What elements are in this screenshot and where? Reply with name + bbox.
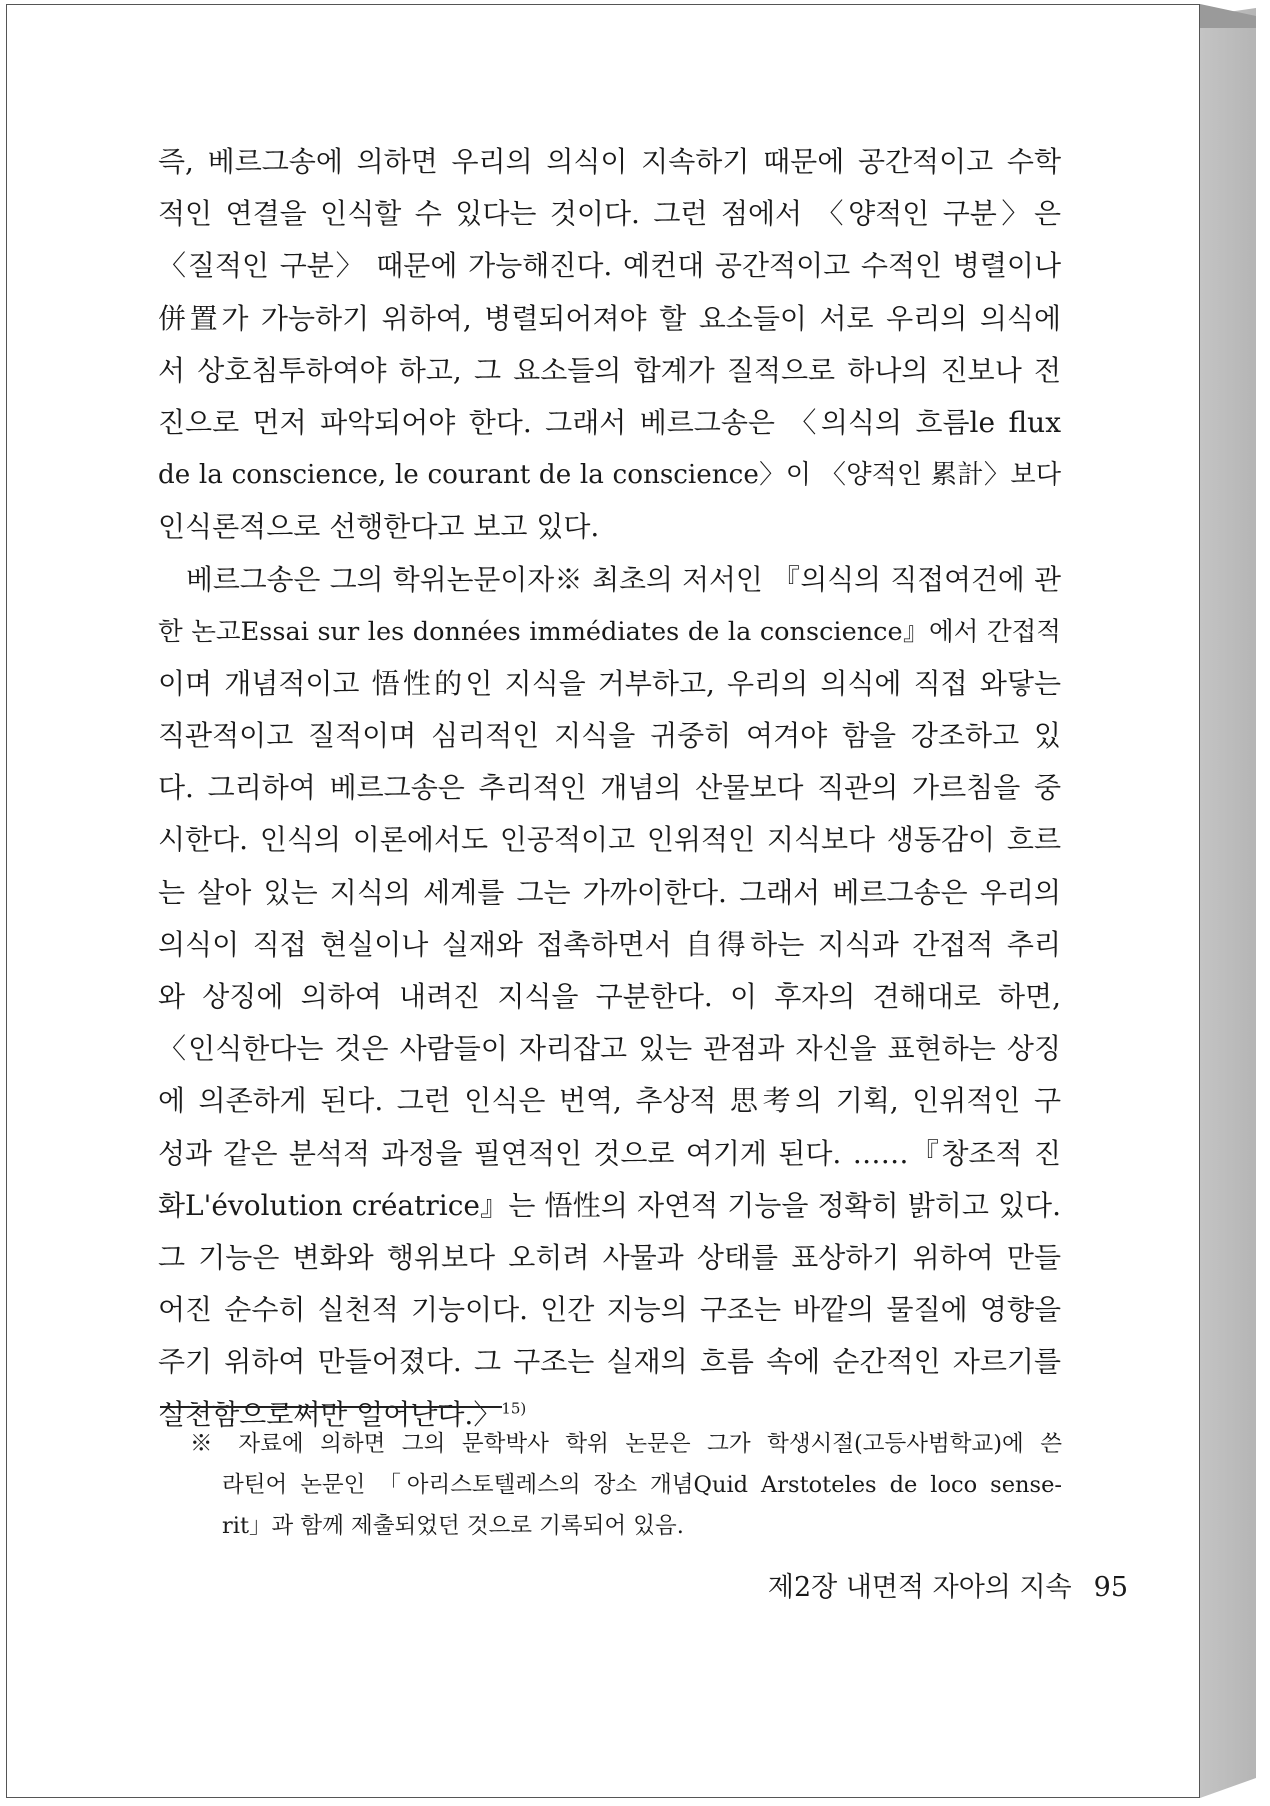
body-line: 인식론적으로 선행한다고 보고 있다. [158, 510, 600, 544]
body-line: 〈인식한다는 것은 사람들이 자리잡고 있는 관점과 자신을 표현하는 상징 [158, 1032, 1061, 1066]
running-footer [768, 1568, 1128, 1608]
body-line: 이며 개념적이고 悟性的인 지식을 거부하고, 우리의 의식에 직접 와닿는 [158, 666, 1061, 700]
body-line: 그 기능은 변화와 행위보다 오히려 사물과 상태를 표상하기 위하여 만들 [158, 1240, 1061, 1274]
body-line: 즉, 베르그송에 의하면 우리의 의식이 지속하기 때문에 공간적이고 수학 [158, 145, 1061, 178]
chapter-title: 제2장 내면적 자아의 지속 [767, 1572, 1072, 1603]
body-line: 한 논고Essai sur les données immédiates de la conscience』에서 간접적 [158, 616, 1061, 647]
footnote-divider [160, 1406, 502, 1408]
body-line: 성과 같은 분석적 과정을 필연적인 것으로 여기게 된다. ……『창조적 진 [158, 1136, 1061, 1170]
body-line: 서 상호침투하여야 하고, 그 요소들의 합계가 질적으로 하나의 진보나 전 [158, 353, 1061, 387]
body-line: 〈질적인 구분〉 때문에 가능해진다. 예컨대 공간적이고 수적인 병렬이나 [158, 249, 1061, 283]
body-line: 진으로 먼저 파악되어야 한다. 그래서 베르그송은 〈의식의 흐름le flux [158, 405, 1061, 439]
body-line: 적인 연결을 인식할 수 있다는 것이다. 그런 점에서 〈양적인 구분〉은 [158, 197, 1061, 231]
footnote-line: ※ 자료에 의하면 그의 문학박사 학위 논문은 그가 학생시절(고등사범학교)에 쓴 [190, 1431, 1062, 1457]
body-line: 화L'évolution créatrice』는 悟性의 자연적 기능을 정확히 밝히고 있다. [158, 1188, 1061, 1222]
footnote-reference: 15) [501, 1399, 527, 1418]
body-line: 의식이 직접 현실이나 실재와 접촉하면서 自得하는 지식과 간접적 추리 [158, 927, 1061, 961]
body-line: 베르그송은 그의 학위논문이자※ 최초의 저서인 『의식의 직접여건에 관 [186, 562, 1061, 596]
body-line: de la conscience, le courant de la conscience〉이 〈양적인 累計〉보다 [158, 460, 1061, 491]
body-line: 와 상징에 의하여 내려진 지식을 구분한다. 이 후자의 견해대로 하면, [158, 980, 1061, 1013]
body-line: 직관적이고 질적이며 심리적인 지식을 귀중히 여겨야 함을 강조하고 있 [158, 719, 1061, 753]
footnote-line: 라틴어 논문인 「아리스토텔레스의 장소 개념Quid Arstoteles de loco sense- [222, 1472, 1062, 1498]
body-line-text: 실천함으로써만 일어난다.〉 [158, 1397, 502, 1431]
page-number: 95 [1093, 1572, 1128, 1603]
body-line: 는 살아 있는 지식의 세계를 그는 가까이한다. 그래서 베르그송은 우리의 [158, 875, 1061, 909]
book-edge-right [1200, 8, 1256, 1798]
body-line: 併置가 가능하기 위하여, 병렬되어져야 할 요소들이 서로 우리의 의식에 [158, 301, 1061, 335]
body-line: 주기 위하여 만들어졌다. 그 구조는 실재의 흐름 속에 순간적인 자르기를 [158, 1345, 1061, 1379]
body-line: 시한다. 인식의 이론에서도 인공적이고 인위적인 지식보다 생동감이 흐르 [158, 823, 1061, 857]
body-line: 에 의존하게 된다. 그런 인식은 번역, 추상적 思考의 기획, 인위적인 구 [158, 1084, 1061, 1118]
body-line: 다. 그리하여 베르그송은 추리적인 개념의 산물보다 직관의 가르침을 중 [158, 771, 1061, 805]
footnote-line: rit」과 함께 제출되었던 것으로 기록되어 있음. [222, 1513, 684, 1539]
body-line: 어진 순수히 실천적 기능이다. 인간 지능의 구조는 바깥의 물질에 영향을 [158, 1293, 1061, 1327]
book-edge-top [1200, 4, 1256, 28]
body-text [158, 136, 1061, 1441]
footnote [190, 1424, 1062, 1547]
